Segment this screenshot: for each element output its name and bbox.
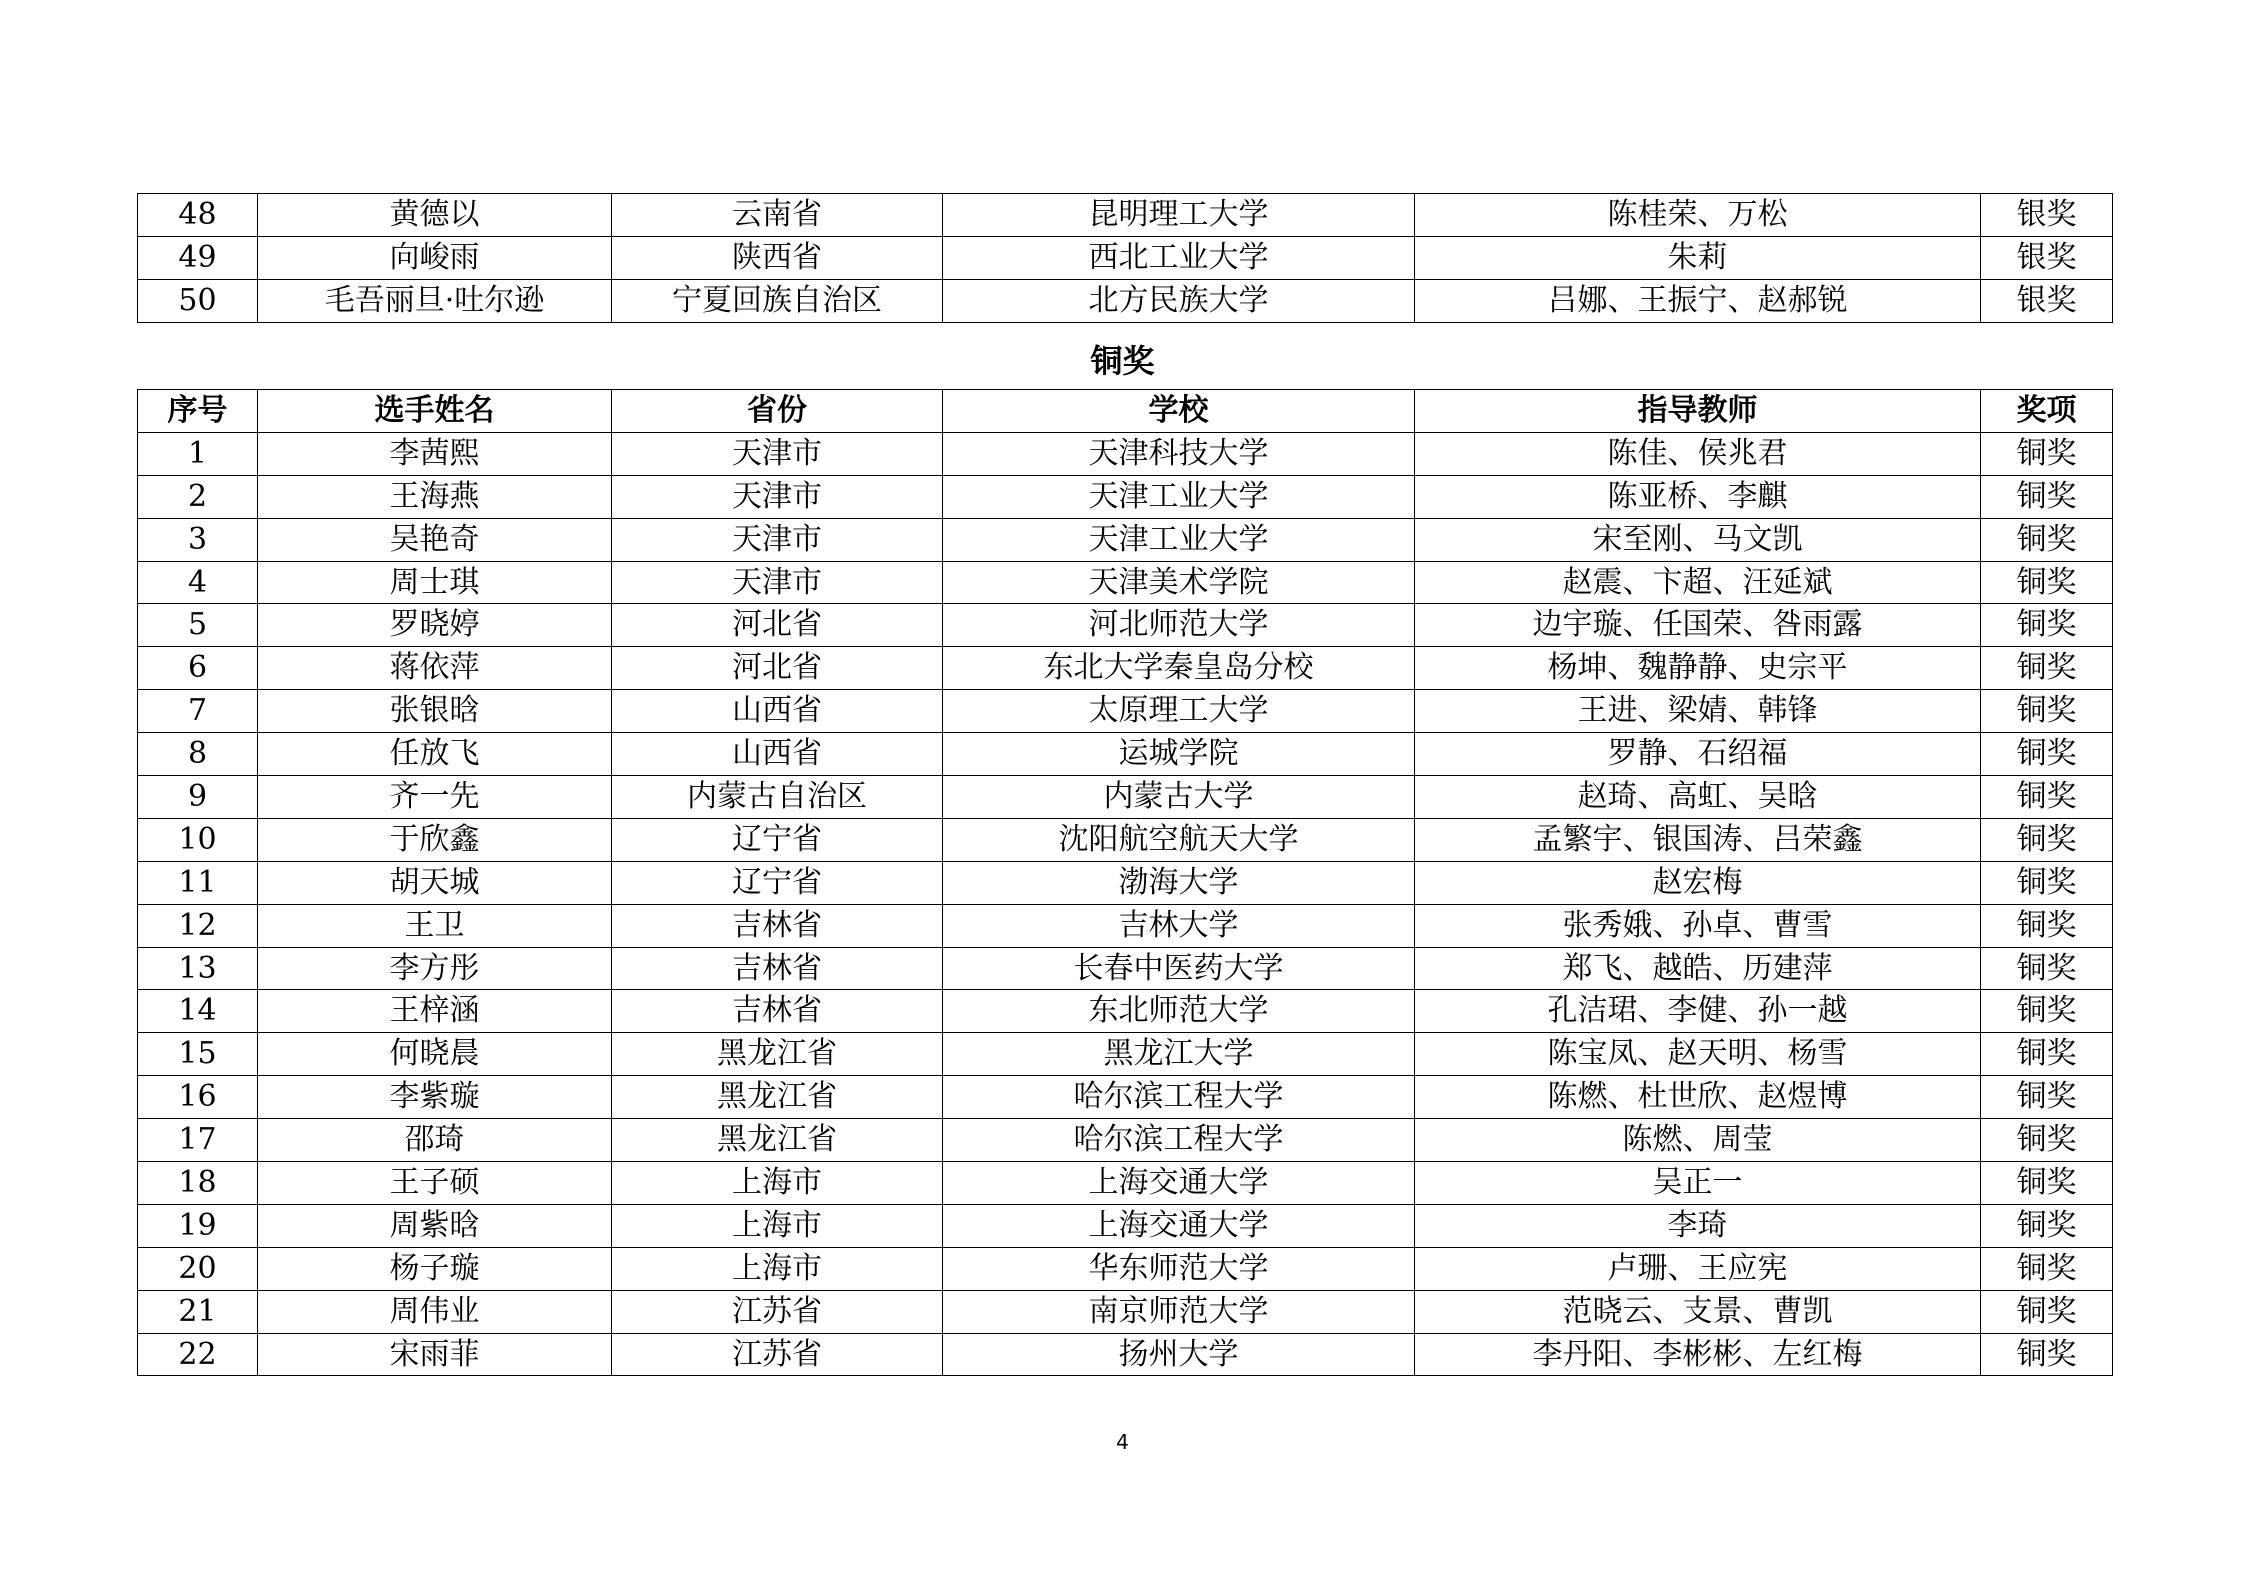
cell-province: 天津市 — [612, 475, 943, 518]
cell-advisor: 李琦 — [1415, 1204, 1981, 1247]
cell-contestant-name: 李方彤 — [258, 947, 612, 990]
cell-province: 山西省 — [612, 733, 943, 776]
cell-index: 15 — [138, 1033, 258, 1076]
cell-index: 6 — [138, 647, 258, 690]
cell-contestant-name: 张银晗 — [258, 690, 612, 733]
cell-school: 内蒙古大学 — [943, 776, 1415, 819]
cell-contestant-name: 蒋依萍 — [258, 647, 612, 690]
cell-province: 天津市 — [612, 518, 943, 561]
cell-province: 吉林省 — [612, 990, 943, 1033]
cell-advisor: 卢珊、王应宪 — [1415, 1247, 1981, 1290]
table-row — [138, 1162, 2113, 1205]
cell-contestant-name: 杨子璇 — [258, 1247, 612, 1290]
cell-award: 铜奖 — [1981, 904, 2113, 947]
cell-advisor: 王进、梁婧、韩锋 — [1415, 690, 1981, 733]
cell-advisor: 陈佳、侯兆君 — [1415, 432, 1981, 475]
cell-province: 黑龙江省 — [612, 1033, 943, 1076]
cell-award: 铜奖 — [1981, 733, 2113, 776]
cell-index: 9 — [138, 776, 258, 819]
cell-contestant-name: 罗晓婷 — [258, 604, 612, 647]
cell-advisor: 赵震、卞超、汪延斌 — [1415, 561, 1981, 604]
table-row — [138, 561, 2113, 604]
cell-advisor: 杨坤、魏静静、史宗平 — [1415, 647, 1981, 690]
cell-index: 18 — [138, 1162, 258, 1205]
cell-advisor: 陈宝凤、赵天明、杨雪 — [1415, 1033, 1981, 1076]
cell-advisor: 边宇璇、任国荣、咎雨露 — [1415, 604, 1981, 647]
cell-contestant-name: 于欣鑫 — [258, 818, 612, 861]
cell-award: 铜奖 — [1981, 475, 2113, 518]
header-award: 奖项 — [1981, 390, 2113, 433]
table-row — [138, 1076, 2113, 1119]
cell-school: 天津科技大学 — [943, 432, 1415, 475]
table-row — [138, 1033, 2113, 1076]
cell-index: 21 — [138, 1290, 258, 1333]
cell-advisor: 郑飞、越皓、历建萍 — [1415, 947, 1981, 990]
cell-contestant-name: 宋雨菲 — [258, 1333, 612, 1376]
cell-award: 铜奖 — [1981, 432, 2113, 475]
cell-school: 太原理工大学 — [943, 690, 1415, 733]
cell-school: 长春中医药大学 — [943, 947, 1415, 990]
cell-province: 云南省 — [612, 194, 943, 237]
cell-index: 20 — [138, 1247, 258, 1290]
cell-school: 渤海大学 — [943, 861, 1415, 904]
cell-index: 22 — [138, 1333, 258, 1376]
cell-contestant-name: 王子硕 — [258, 1162, 612, 1205]
cell-award: 铜奖 — [1981, 647, 2113, 690]
cell-award: 铜奖 — [1981, 1290, 2113, 1333]
cell-award: 铜奖 — [1981, 690, 2113, 733]
cell-index: 8 — [138, 733, 258, 776]
cell-award: 铜奖 — [1981, 861, 2113, 904]
bronze-award-table — [137, 389, 2113, 1376]
cell-award: 铜奖 — [1981, 518, 2113, 561]
cell-contestant-name: 李茜熙 — [258, 432, 612, 475]
cell-index: 19 — [138, 1204, 258, 1247]
cell-contestant-name: 齐一先 — [258, 776, 612, 819]
cell-province: 上海市 — [612, 1247, 943, 1290]
cell-school: 扬州大学 — [943, 1333, 1415, 1376]
cell-contestant-name: 向峻雨 — [258, 236, 612, 279]
cell-school: 南京师范大学 — [943, 1290, 1415, 1333]
cell-school: 吉林大学 — [943, 904, 1415, 947]
cell-school: 天津工业大学 — [943, 518, 1415, 561]
header-advisor: 指导教师 — [1415, 390, 1981, 433]
cell-index: 1 — [138, 432, 258, 475]
cell-index: 2 — [138, 475, 258, 518]
cell-advisor: 孔洁珺、李健、孙一越 — [1415, 990, 1981, 1033]
cell-school: 东北师范大学 — [943, 990, 1415, 1033]
table-row — [138, 1290, 2113, 1333]
table-row — [138, 990, 2113, 1033]
silver-award-table-body — [138, 194, 2113, 323]
cell-province: 内蒙古自治区 — [612, 776, 943, 819]
cell-school: 上海交通大学 — [943, 1204, 1415, 1247]
cell-contestant-name: 胡天城 — [258, 861, 612, 904]
cell-school: 昆明理工大学 — [943, 194, 1415, 237]
table-row — [138, 690, 2113, 733]
cell-index: 50 — [138, 279, 258, 322]
cell-province: 宁夏回族自治区 — [612, 279, 943, 322]
header-school: 学校 — [943, 390, 1415, 433]
cell-contestant-name: 黄德以 — [258, 194, 612, 237]
bronze-table-header — [138, 390, 2113, 433]
cell-index: 3 — [138, 518, 258, 561]
cell-index: 11 — [138, 861, 258, 904]
cell-advisor: 李丹阳、李彬彬、左红梅 — [1415, 1333, 1981, 1376]
cell-school: 沈阳航空航天大学 — [943, 818, 1415, 861]
cell-award: 铜奖 — [1981, 561, 2113, 604]
cell-school: 哈尔滨工程大学 — [943, 1119, 1415, 1162]
cell-advisor: 范晓云、支景、曹凯 — [1415, 1290, 1981, 1333]
cell-award: 铜奖 — [1981, 990, 2113, 1033]
cell-province: 吉林省 — [612, 904, 943, 947]
header-contestant-name: 选手姓名 — [258, 390, 612, 433]
cell-award: 银奖 — [1981, 194, 2113, 237]
cell-school: 黑龙江大学 — [943, 1033, 1415, 1076]
cell-school: 哈尔滨工程大学 — [943, 1076, 1415, 1119]
cell-province: 陕西省 — [612, 236, 943, 279]
cell-province: 黑龙江省 — [612, 1076, 943, 1119]
table-row — [138, 733, 2113, 776]
cell-advisor: 孟繁宇、银国涛、吕荣鑫 — [1415, 818, 1981, 861]
cell-award: 铜奖 — [1981, 1333, 2113, 1376]
table-row — [138, 818, 2113, 861]
table-row — [138, 861, 2113, 904]
cell-award: 铜奖 — [1981, 1162, 2113, 1205]
cell-advisor: 陈亚桥、李麒 — [1415, 475, 1981, 518]
cell-index: 17 — [138, 1119, 258, 1162]
cell-contestant-name: 王梓涵 — [258, 990, 612, 1033]
section-title: 铜奖 — [1090, 342, 1155, 380]
cell-school: 东北大学秦皇岛分校 — [943, 647, 1415, 690]
cell-index: 7 — [138, 690, 258, 733]
cell-award: 铜奖 — [1981, 604, 2113, 647]
cell-school: 河北师范大学 — [943, 604, 1415, 647]
cell-award: 铜奖 — [1981, 1204, 2113, 1247]
cell-contestant-name: 毛吾丽旦·吐尔逊 — [258, 279, 612, 322]
cell-contestant-name: 李紫璇 — [258, 1076, 612, 1119]
cell-award: 铜奖 — [1981, 1119, 2113, 1162]
page-number: 4 — [1116, 1430, 1129, 1454]
cell-school: 华东师范大学 — [943, 1247, 1415, 1290]
cell-contestant-name: 吴艳奇 — [258, 518, 612, 561]
cell-contestant-name: 周紫晗 — [258, 1204, 612, 1247]
table-row — [138, 1119, 2113, 1162]
cell-advisor: 陈燃、杜世欣、赵煜博 — [1415, 1076, 1981, 1119]
cell-contestant-name: 王海燕 — [258, 475, 612, 518]
cell-index: 4 — [138, 561, 258, 604]
cell-school: 北方民族大学 — [943, 279, 1415, 322]
cell-advisor: 赵宏梅 — [1415, 861, 1981, 904]
cell-advisor: 朱莉 — [1415, 236, 1981, 279]
table-row — [138, 432, 2113, 475]
table-row — [138, 947, 2113, 990]
cell-contestant-name: 任放飞 — [258, 733, 612, 776]
cell-advisor: 宋至刚、马文凯 — [1415, 518, 1981, 561]
cell-contestant-name: 王卫 — [258, 904, 612, 947]
cell-index: 49 — [138, 236, 258, 279]
cell-advisor: 陈燃、周莹 — [1415, 1119, 1981, 1162]
cell-contestant-name: 何晓晨 — [258, 1033, 612, 1076]
table-row — [138, 1333, 2113, 1376]
table-row — [138, 904, 2113, 947]
cell-index: 10 — [138, 818, 258, 861]
cell-province: 河北省 — [612, 647, 943, 690]
cell-province: 吉林省 — [612, 947, 943, 990]
cell-advisor: 吕娜、王振宁、赵郝锐 — [1415, 279, 1981, 322]
cell-advisor: 张秀娥、孙卓、曹雪 — [1415, 904, 1981, 947]
cell-province: 上海市 — [612, 1204, 943, 1247]
cell-contestant-name: 周士琪 — [258, 561, 612, 604]
cell-province: 天津市 — [612, 561, 943, 604]
table-row — [138, 475, 2113, 518]
cell-contestant-name: 周伟业 — [258, 1290, 612, 1333]
cell-province: 山西省 — [612, 690, 943, 733]
bronze-award-table-body — [138, 432, 2113, 1376]
cell-award: 铜奖 — [1981, 1247, 2113, 1290]
silver-award-table-continued — [137, 193, 2113, 323]
cell-school: 运城学院 — [943, 733, 1415, 776]
header-row — [138, 390, 2113, 433]
cell-award: 铜奖 — [1981, 818, 2113, 861]
cell-school: 上海交通大学 — [943, 1162, 1415, 1205]
table-row — [138, 604, 2113, 647]
cell-province: 黑龙江省 — [612, 1119, 943, 1162]
cell-province: 辽宁省 — [612, 861, 943, 904]
table-row — [138, 236, 2113, 279]
table-row — [138, 1247, 2113, 1290]
cell-index: 48 — [138, 194, 258, 237]
cell-advisor: 吴正一 — [1415, 1162, 1981, 1205]
cell-province: 河北省 — [612, 604, 943, 647]
table-row — [138, 279, 2113, 322]
table-row — [138, 194, 2113, 237]
cell-advisor: 赵琦、高虹、吴晗 — [1415, 776, 1981, 819]
table-row — [138, 776, 2113, 819]
cell-school: 天津美术学院 — [943, 561, 1415, 604]
cell-award: 银奖 — [1981, 279, 2113, 322]
cell-award: 银奖 — [1981, 236, 2113, 279]
cell-advisor: 罗静、石绍福 — [1415, 733, 1981, 776]
cell-award: 铜奖 — [1981, 776, 2113, 819]
cell-award: 铜奖 — [1981, 1076, 2113, 1119]
cell-school: 天津工业大学 — [943, 475, 1415, 518]
cell-index: 14 — [138, 990, 258, 1033]
cell-province: 上海市 — [612, 1162, 943, 1205]
cell-school: 西北工业大学 — [943, 236, 1415, 279]
cell-index: 5 — [138, 604, 258, 647]
cell-index: 16 — [138, 1076, 258, 1119]
cell-award: 铜奖 — [1981, 1033, 2113, 1076]
cell-index: 12 — [138, 904, 258, 947]
header-province: 省份 — [612, 390, 943, 433]
table-row — [138, 647, 2113, 690]
cell-contestant-name: 邵琦 — [258, 1119, 612, 1162]
cell-index: 13 — [138, 947, 258, 990]
header-index: 序号 — [138, 390, 258, 433]
cell-advisor: 陈桂荣、万松 — [1415, 194, 1981, 237]
cell-province: 天津市 — [612, 432, 943, 475]
cell-province: 辽宁省 — [612, 818, 943, 861]
table-row — [138, 518, 2113, 561]
cell-province: 江苏省 — [612, 1333, 943, 1376]
cell-award: 铜奖 — [1981, 947, 2113, 990]
table-row — [138, 1204, 2113, 1247]
cell-province: 江苏省 — [612, 1290, 943, 1333]
